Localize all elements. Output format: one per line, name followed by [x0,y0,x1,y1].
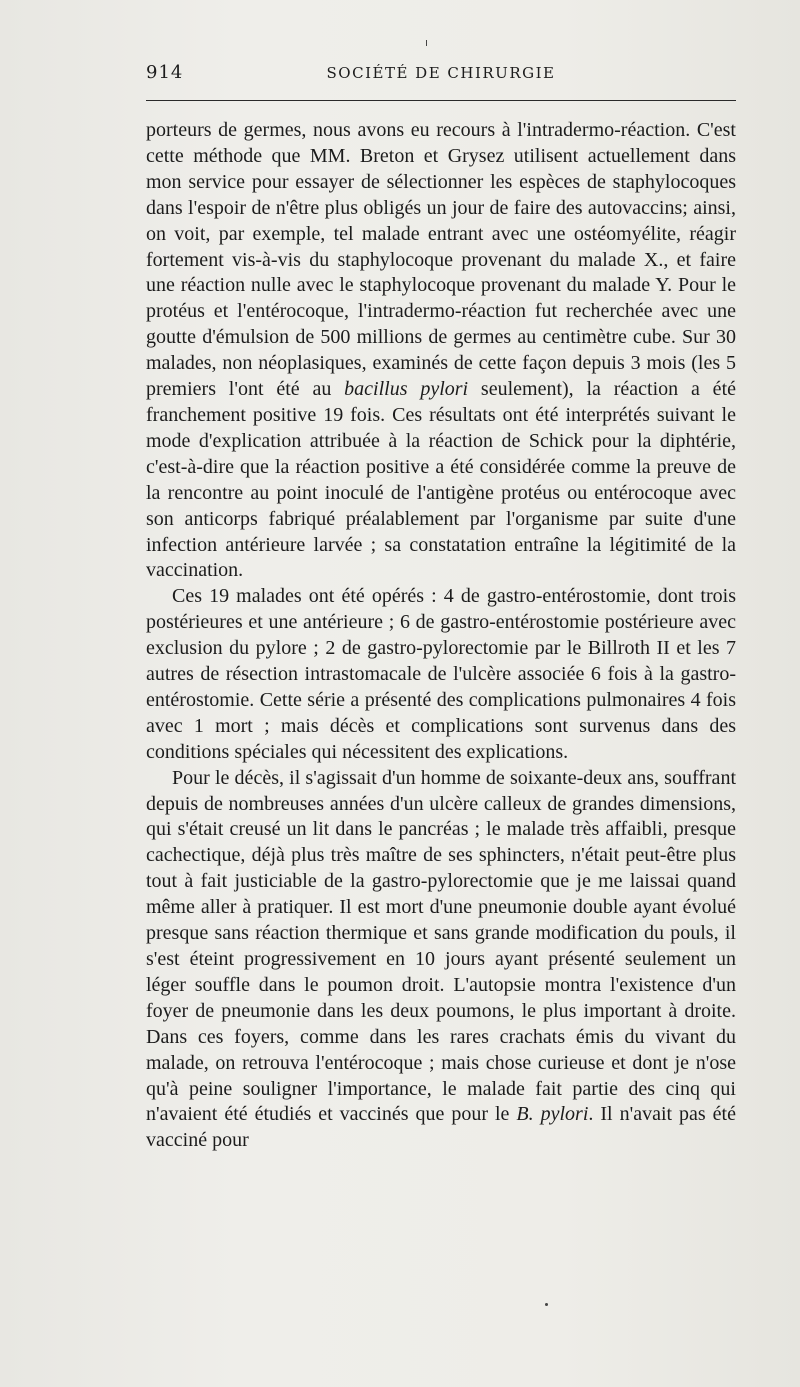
header-rule [146,100,736,101]
paragraph-3-text-a: Pour le décès, il s'agissait d'un homme de soixante-deux ans, souffrant depuis de nombreuses années d'un ulcère calleux de grandes dimensions, qui s'était creusé un lit dans le pancréas ; le malade très affaibli, presque cachectique, déjà plus très maître de ses sphincters, n'était peut-être plus tout à fait justiciable de la gastro-pylorectomie que je me laissai quand même aller à pratiquer. Il est mort d'une pneumonie double ayant évolué presque sans réaction thermique et sans grande modification du pouls, il s'est éteint progressivement en 10 jours ayant présenté seulement un léger souffle dans le poumon droit. L'autopsie montra l'existence d'un foyer de pneumonie dans les deux poumons, le plus important à droite. Dans ces foyers, comme dans les rares crachats émis du vivant du malade, on retrouva l'entérocoque ; mais chose curieuse et dont je n'ose qu'à peine souligner l'importance, le malade fait partie des cinq qui n'avaient été étudiés et vaccinés que pour le [146,766,736,1126]
running-title: SOCIÉTÉ DE CHIRURGIE [326,64,556,82]
paragraph-1 [146,118,736,584]
print-speck [545,1303,548,1306]
paragraph-1-italic: bacillus pylori [344,378,469,401]
paragraph-1-text-a: porteurs de germes, nous avons eu recours à l'intradermo-réaction. C'est cette méthode que MM. Breton et Grysez utilisent actuellement dans mon service pour essayer de sélectionner les espèces de staphylocoques dans l'espoir de n'être plus obligés un jour de faire des autovaccins; ainsi, on voit, par exemple, tel malade entrant avec une ostéomyélite, réagir fortement vis-à-vis du staphylocoque provenant du malade X., et faire une réaction nulle avec le staphylocoque provenant du malade Y. Pour le protéus et l'entérocoque, l'intradermo-réaction fut recherchée avec une goutte d'émulsion de 500 millions de germes au centimètre cube. Sur 30 malades, non néoplasiques, examinés de cette façon depuis 3 mois (les 5 premiers l'ont été au [146,119,736,401]
print-speck [426,40,427,46]
page-header [146,62,736,88]
paragraph-3-text-b: . Il n'avait pas été vacciné pour [146,1103,736,1152]
paragraph-2: Ces 19 malades ont été opérés : 4 de gastro-entérostomie, dont trois postérieures et une antérieure ; 6 de gastro-entérostomie postérieure avec exclusion du pylore ; 2 de gastro-pylorectomie par le Billroth II et les 7 autres de résection intrastomacale de l'ulcère associée 6 fois à la gastro-entérostomie. Cette série a présenté des complications pulmonaires 4 fois avec 1 mort ; mais décès et complications sont survenus dans des conditions spéciales qui nécessitent des explications. [146,585,736,763]
page-number: 914 [146,62,184,83]
paragraph-1-text-b: seulement), la réaction a été franchement positive 19 fois. Ces résultats ont été interprétés suivant le mode d'explication attribuée à la réaction de Schick pour la diphtérie, c'est-à-dire que la réaction positive a été considérée comme la preuve de la rencontre au point inoculé de l'antigène protéus ou entérocoque avec son anticorps fabriqué préalablement par l'organisme par suite d'une infection antérieure larvée ; sa constatation entraîne la légitimité de la vaccination. [146,378,736,582]
body-text [146,118,736,1154]
paragraph-3-italic: B. pylori [516,1103,589,1126]
paragraph-3 [146,766,736,1155]
